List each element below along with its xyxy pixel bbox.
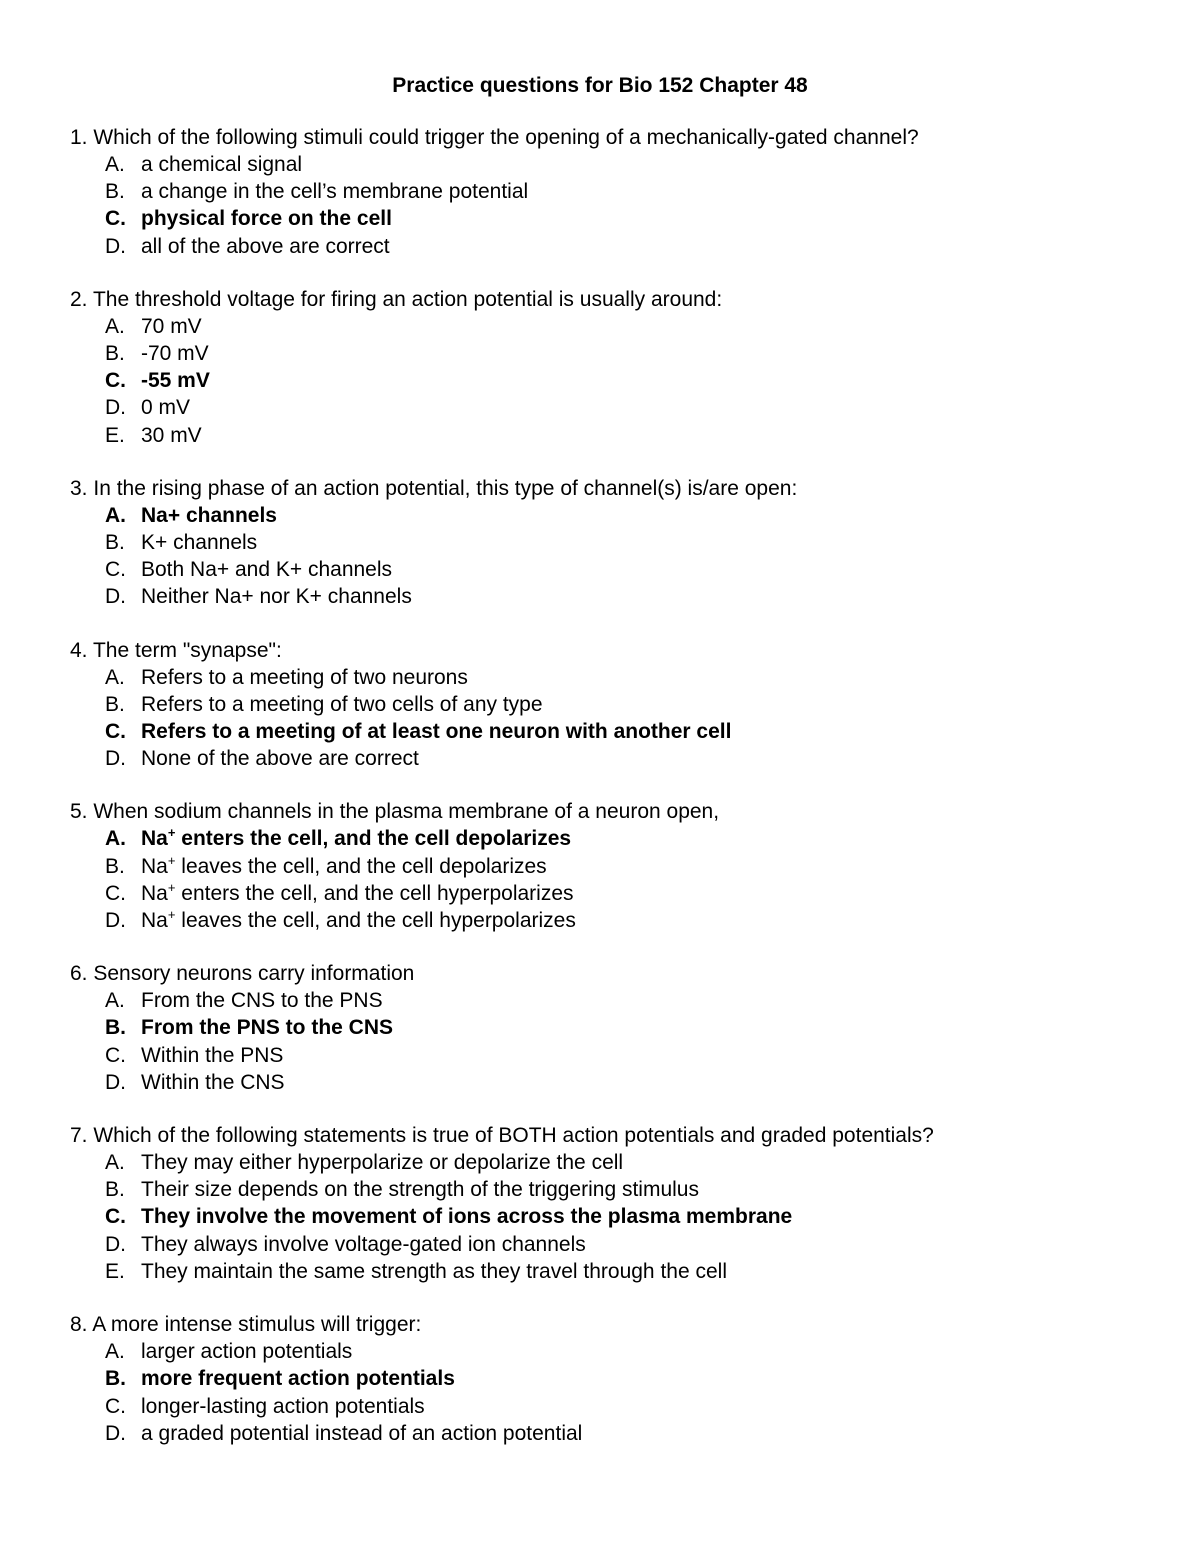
option-text: Refers to a meeting of at least one neuron with another cell bbox=[141, 720, 732, 744]
ion-charge: + bbox=[167, 825, 176, 841]
question-text bbox=[70, 124, 1150, 151]
option-a bbox=[70, 1149, 1150, 1176]
option-text: -70 mV bbox=[141, 342, 209, 366]
option-text: 30 mV bbox=[141, 423, 202, 447]
question-text bbox=[70, 1311, 1150, 1338]
option-text: They maintain the same strength as they travel through the cell bbox=[141, 1259, 727, 1283]
option-text: more frequent action potentials bbox=[141, 1367, 455, 1391]
option-list bbox=[70, 987, 1150, 1096]
question-6 bbox=[70, 960, 1150, 1096]
option-letter: D. bbox=[105, 1232, 126, 1256]
option-e bbox=[70, 422, 1150, 449]
option-text: leaves the cell, and the cell depolarizes bbox=[175, 854, 547, 878]
ion-symbol: Na bbox=[141, 909, 168, 933]
option-c-correct-answer bbox=[70, 367, 1150, 394]
option-letter: B. bbox=[105, 854, 125, 878]
option-letter: B. bbox=[105, 1178, 125, 1202]
option-d bbox=[70, 1231, 1150, 1258]
option-text: From the PNS to the CNS bbox=[141, 1016, 394, 1040]
option-letter: A. bbox=[105, 665, 125, 689]
option-text: leaves the cell, and the cell hyperpolarizes bbox=[175, 909, 576, 933]
option-text: They may either hyperpolarize or depolarize the cell bbox=[141, 1151, 624, 1175]
option-c bbox=[70, 880, 1150, 907]
option-b bbox=[70, 178, 1150, 205]
option-b bbox=[70, 853, 1150, 880]
option-letter: E. bbox=[105, 423, 125, 447]
option-text: a chemical signal bbox=[141, 153, 303, 176]
option-text: enters the cell, and the cell hyperpolarizes bbox=[175, 881, 574, 905]
option-letter: C. bbox=[105, 720, 126, 744]
option-text: larger action potentials bbox=[141, 1340, 353, 1364]
option-c bbox=[70, 1042, 1150, 1069]
option-text: None of the above are correct bbox=[141, 747, 419, 771]
option-c bbox=[70, 556, 1150, 583]
option-text: Neither Na+ nor K+ channels bbox=[141, 585, 412, 609]
question-text bbox=[70, 960, 1150, 987]
page-title: Practice questions for Bio 152 Chapter 48 bbox=[392, 74, 808, 97]
question-list bbox=[70, 124, 1150, 1473]
option-d bbox=[70, 394, 1150, 421]
option-text: They involve the movement of ions across the plasma membrane bbox=[141, 1205, 793, 1229]
option-c bbox=[70, 1393, 1150, 1420]
ion-symbol: Na bbox=[141, 827, 168, 851]
option-d bbox=[70, 1069, 1150, 1096]
option-a bbox=[70, 1338, 1150, 1365]
option-letter: A. bbox=[105, 153, 125, 176]
question-number: 5. bbox=[70, 800, 88, 824]
question-prompt: Sensory neurons carry information bbox=[93, 962, 415, 986]
question-2 bbox=[70, 286, 1150, 449]
option-letter: A. bbox=[105, 1151, 125, 1175]
ion-symbol: Na bbox=[141, 881, 168, 905]
option-list bbox=[70, 1338, 1150, 1447]
question-text bbox=[70, 637, 1150, 664]
option-b-correct-answer bbox=[70, 1365, 1150, 1392]
option-b bbox=[70, 529, 1150, 556]
question-prompt: The threshold voltage for firing an action potential is usually around: bbox=[92, 287, 723, 311]
question-1 bbox=[70, 124, 1150, 260]
option-text: Na+ channels bbox=[141, 503, 277, 527]
option-letter: D. bbox=[105, 747, 126, 771]
question-prompt: Which of the following statements is true of BOTH action potentials and graded potentials? bbox=[93, 1124, 934, 1148]
question-prompt: When sodium channels in the plasma membrane of a neuron open, bbox=[93, 800, 720, 824]
option-letter: A. bbox=[105, 1340, 125, 1364]
question-number: 2. bbox=[70, 287, 88, 311]
question-text bbox=[70, 1122, 1150, 1149]
option-letter: D. bbox=[105, 585, 126, 609]
option-list bbox=[70, 502, 1150, 611]
option-list bbox=[70, 313, 1150, 449]
option-a-correct-answer bbox=[70, 825, 1150, 852]
option-text: physical force on the cell bbox=[141, 207, 392, 231]
question-text bbox=[70, 798, 1150, 825]
option-letter: D. bbox=[105, 234, 126, 258]
option-e bbox=[70, 1258, 1150, 1285]
option-letter: D. bbox=[105, 1421, 126, 1445]
option-letter: C. bbox=[105, 1394, 126, 1418]
question-number: 3. bbox=[70, 476, 88, 500]
question-prompt: Which of the following stimuli could trigger the opening of a mechanically-gated channel? bbox=[93, 126, 919, 149]
option-a bbox=[70, 151, 1150, 178]
option-letter: A. bbox=[105, 503, 126, 527]
question-7 bbox=[70, 1122, 1150, 1285]
option-text: They always involve voltage-gated ion channels bbox=[141, 1232, 586, 1256]
option-c-correct-answer bbox=[70, 1203, 1150, 1230]
option-list bbox=[70, 1149, 1150, 1285]
option-a-correct-answer bbox=[70, 502, 1150, 529]
question-number: 6. bbox=[70, 962, 88, 986]
option-letter: C. bbox=[105, 881, 126, 905]
option-letter: B. bbox=[105, 342, 125, 366]
option-list bbox=[70, 825, 1150, 934]
option-text: From the CNS to the PNS bbox=[141, 989, 383, 1013]
option-text: enters the cell, and the cell depolarizes bbox=[175, 827, 572, 851]
question-number: 7. bbox=[70, 1124, 88, 1148]
option-b bbox=[70, 1176, 1150, 1203]
option-text: Refers to a meeting of two neurons bbox=[141, 665, 468, 689]
question-number: 1. bbox=[70, 126, 88, 149]
option-a bbox=[70, 313, 1150, 340]
question-4 bbox=[70, 637, 1150, 773]
option-d bbox=[70, 1420, 1150, 1447]
option-text: 70 mV bbox=[141, 314, 202, 338]
option-text: 0 mV bbox=[141, 396, 191, 420]
option-d bbox=[70, 907, 1150, 934]
ion-charge: + bbox=[167, 879, 176, 895]
option-list bbox=[70, 664, 1150, 773]
option-text: Within the CNS bbox=[141, 1070, 285, 1094]
question-prompt: In the rising phase of an action potential, this type of channel(s) is/are open: bbox=[93, 476, 798, 500]
option-text: a graded potential instead of an action potential bbox=[141, 1421, 583, 1445]
option-text: K+ channels bbox=[141, 531, 258, 555]
question-text bbox=[70, 475, 1150, 502]
option-letter: A. bbox=[105, 314, 125, 338]
option-d bbox=[70, 233, 1150, 260]
question-5 bbox=[70, 798, 1150, 934]
option-text: Both Na+ and K+ channels bbox=[141, 558, 393, 582]
option-d bbox=[70, 745, 1150, 772]
question-3 bbox=[70, 475, 1150, 611]
option-b bbox=[70, 340, 1150, 367]
ion-symbol: Na bbox=[141, 854, 168, 878]
option-a bbox=[70, 664, 1150, 691]
ion-charge: + bbox=[167, 852, 176, 868]
option-letter: C. bbox=[105, 207, 126, 231]
option-letter: B. bbox=[105, 180, 125, 204]
option-letter: E. bbox=[105, 1259, 125, 1283]
option-c-correct-answer bbox=[70, 205, 1150, 232]
option-c-correct-answer bbox=[70, 718, 1150, 745]
option-text: Within the PNS bbox=[141, 1043, 284, 1067]
option-text: longer-lasting action potentials bbox=[141, 1394, 425, 1418]
option-letter: B. bbox=[105, 531, 125, 555]
option-text: -55 mV bbox=[141, 369, 210, 393]
question-number: 8. bbox=[70, 1313, 88, 1337]
option-list bbox=[70, 151, 1150, 260]
option-a bbox=[70, 987, 1150, 1014]
option-letter: D. bbox=[105, 396, 126, 420]
option-letter: D. bbox=[105, 1070, 126, 1094]
option-letter: A. bbox=[105, 827, 126, 851]
question-text bbox=[70, 286, 1150, 313]
option-letter: B. bbox=[105, 1367, 126, 1391]
ion-charge: + bbox=[167, 907, 176, 923]
option-letter: D. bbox=[105, 909, 126, 933]
option-text: Their size depends on the strength of the triggering stimulus bbox=[141, 1178, 699, 1202]
question-8 bbox=[70, 1311, 1150, 1447]
option-b bbox=[70, 691, 1150, 718]
option-letter: B. bbox=[105, 692, 125, 716]
option-text: all of the above are correct bbox=[141, 234, 390, 258]
option-text: a change in the cell’s membrane potential bbox=[141, 180, 529, 204]
question-number: 4. bbox=[70, 638, 88, 662]
option-letter: C. bbox=[105, 558, 126, 582]
question-prompt: A more intense stimulus will trigger: bbox=[92, 1313, 422, 1337]
question-prompt: The term "synapse": bbox=[92, 638, 282, 662]
option-letter: A. bbox=[105, 989, 125, 1013]
option-letter: C. bbox=[105, 369, 126, 393]
option-letter: B. bbox=[105, 1016, 126, 1040]
option-d bbox=[70, 583, 1150, 610]
option-text: Refers to a meeting of two cells of any type bbox=[141, 692, 543, 716]
option-letter: C. bbox=[105, 1205, 126, 1229]
option-letter: C. bbox=[105, 1043, 126, 1067]
option-b-correct-answer bbox=[70, 1014, 1150, 1041]
